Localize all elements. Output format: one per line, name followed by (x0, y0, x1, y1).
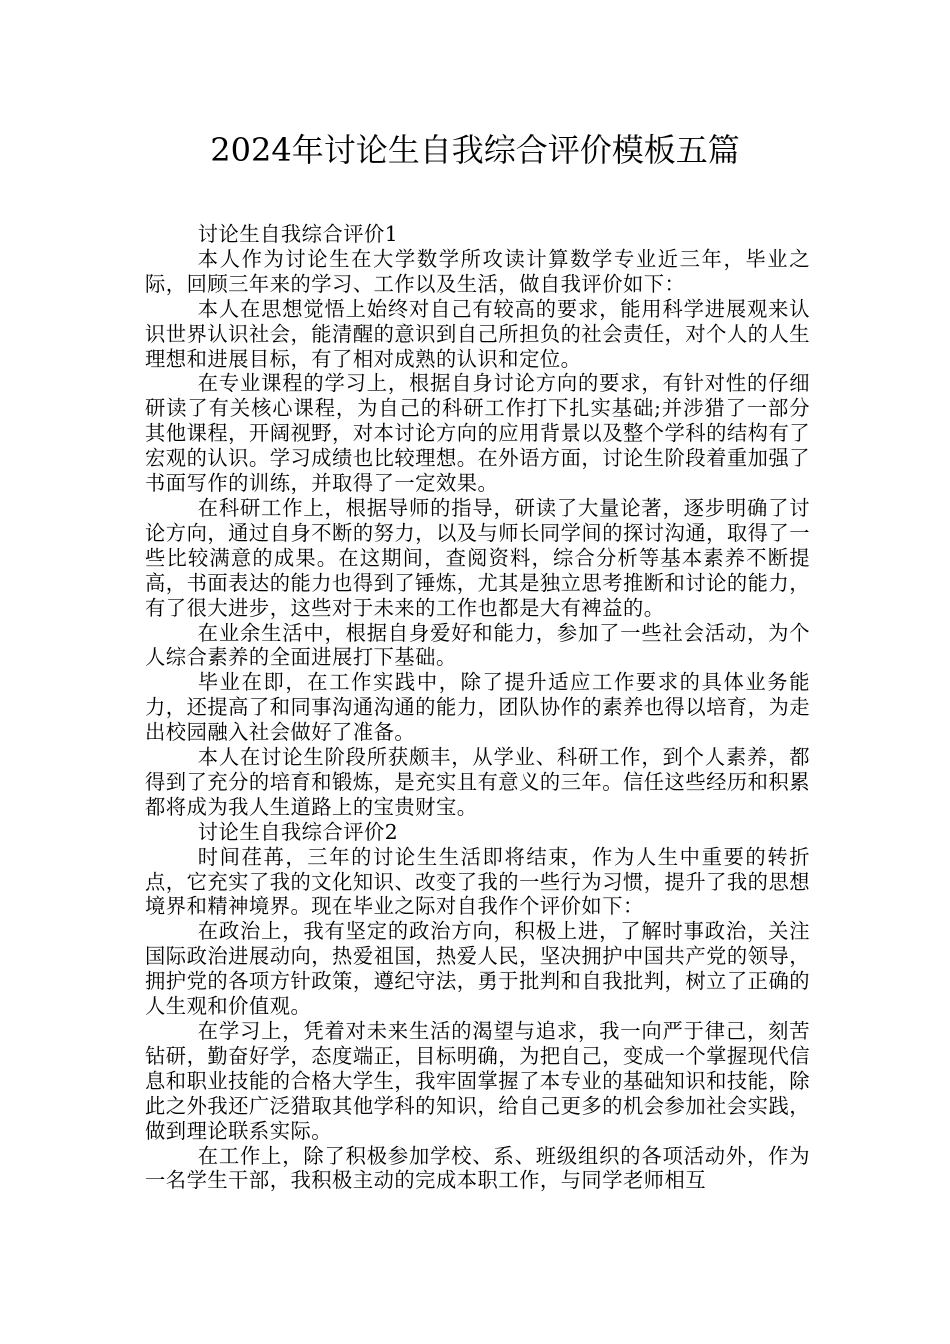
paragraph: 在工作上，除了积极参加学校、系、班级组织的各项活动外，作为一名学生干部，我积极主动的完成本职工作，与同学老师相互 (145, 1143, 810, 1193)
paragraph: 时间荏苒，三年的讨论生生活即将结束，作为人生中重要的转折点，它充实了我的文化知识、改变了我的一些行为习惯，提升了我的思想境界和精神境界。现在毕业之际对自我作个评价如下： (145, 844, 811, 919)
paragraph: 本人在思想觉悟上始终对自己有较高的要求，能用科学进展观来认识世界认识社会，能清醒的意识到自己所担负的社会责任，对个人的人生理想和进展目标，有了相对成熟的认识和定位。 (145, 296, 811, 371)
paragraph: 本人在讨论生阶段所获颇丰，从学业、科研工作，到个人素养，都得到了充分的培育和锻炼，是充实且有意义的三年。信任这些经历和积累都将成为我人生道路上的宝贵财宝。 (145, 745, 811, 819)
paragraph: 毕业在即，在工作实践中，除了提升适应工作要求的具体业务能力，还提高了和同事沟通沟通的能力，团队协作的素养也得以培育，为走出校园融入社会做好了准备。 (145, 670, 811, 745)
paragraph: 在科研工作上，根据导师的指导，研读了大量论著，逐步明确了讨论方向，通过自身不断的努力，以及与师长同学间的探讨沟通，取得了一些比较满意的成果。在这期间，查阅资料，综合分析等基本素养不断提高，书面表达的能力也得到了锤炼，尤其是独立思考推断和讨论的能力，有了很大进步，这些对于未来的工作也都是大有裨益的。 (145, 495, 811, 620)
paragraph: 在政治上，我有坚定的政治方向，积极上进，了解时事政治，关注国际政治进展动向，热爱祖国，热爱人民，坚决拥护中国共产党的领导，拥护党的各项方针政策，遵纪守法，勇于批判和自我批判，树立了正确的人生观和价值观。 (145, 919, 811, 1019)
paragraph: 在学习上，凭着对未来生活的渴望与追求，我一向严于律己，刻苦钻研，勤奋好学，态度端正，目标明确，为把自己，变成一个掌握现代信息和职业技能的合格大学生，我牢固掌握了本专业的基础知识和技能，除此之外我还广泛猎取其他学科的知识，给自己更多的机会参加社会实践，做到理论联系实际。 (145, 1019, 811, 1143)
document-title: 2024年讨论生自我综合评价模板五篇 (210, 131, 740, 169)
document-body (145, 222, 810, 1193)
section-heading: 讨论生自我综合评价1 (197, 222, 399, 246)
section-heading: 讨论生自我综合评价2 (197, 819, 399, 844)
paragraph: 在专业课程的学习上，根据自身讨论方向的要求，有针对性的仔细研读了有关核心课程，为自己的科研工作打下扎实基础;并涉猎了一部分其他课程，开阔视野，对本讨论方向的应用背景以及整个学科的结构有了宏观的认识。学习成绩也比较理想。在外语方面，讨论生阶段着重加强了书面写作的训练，并取得了一定效果。 (145, 371, 811, 496)
paragraph: 在业余生活中，根据自身爱好和能力，参加了一些社会活动，为个人综合素养的全面进展打下基础。 (145, 620, 810, 670)
paragraph: 本人作为讨论生在大学数学所攻读计算数学专业近三年，毕业之际，回顾三年来的学习、工作以及生活，做自我评价如下： (145, 246, 810, 296)
